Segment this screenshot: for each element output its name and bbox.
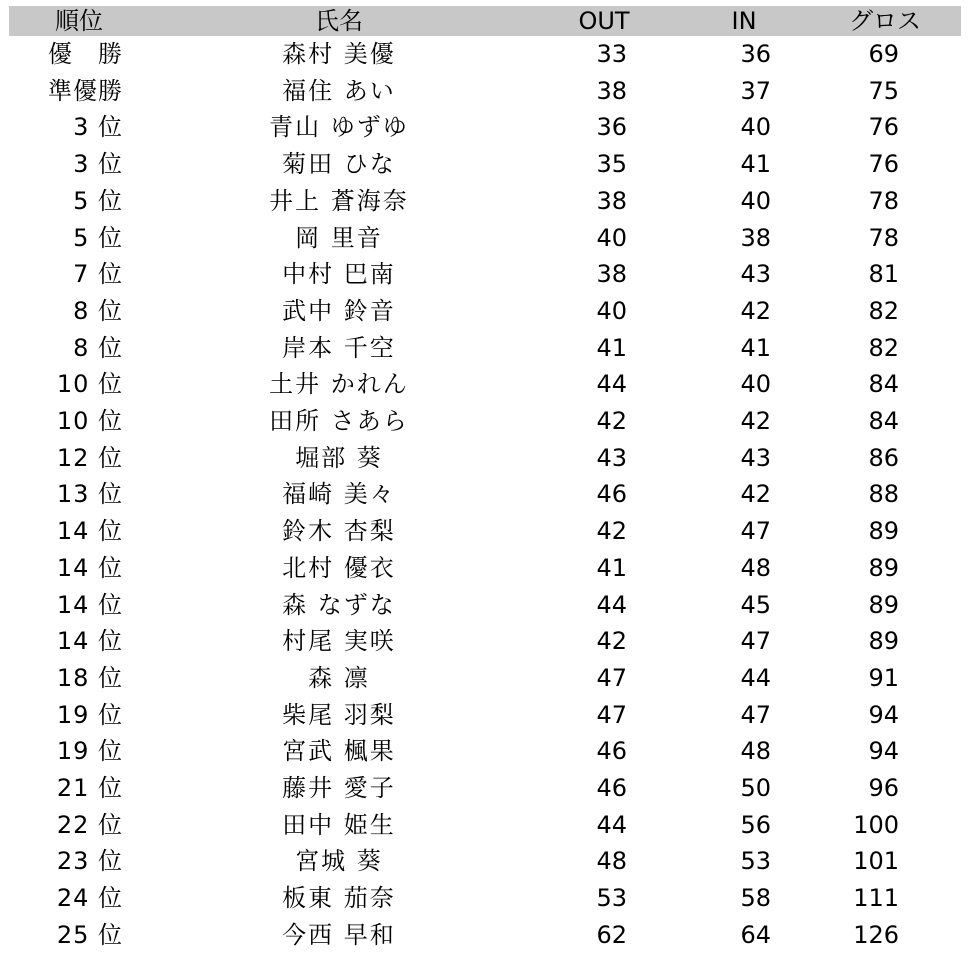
table-row xyxy=(9,880,961,917)
out-score-cell: 38 xyxy=(596,76,627,105)
out-score-cell: 40 xyxy=(596,223,627,252)
results-body xyxy=(9,36,961,954)
out-score-cell: 42 xyxy=(596,517,627,546)
rank-cell: 7 位 xyxy=(73,260,123,289)
gross-score-cell: 89 xyxy=(868,553,899,582)
player-name-cell: 森 凛 xyxy=(308,663,370,692)
out-score-cell: 41 xyxy=(596,333,627,362)
gross-score-cell: 82 xyxy=(868,296,899,325)
rank-cell: 8 位 xyxy=(73,296,123,325)
player-name-cell: 森村 美優 xyxy=(282,40,396,68)
in-score-cell: 40 xyxy=(740,186,771,215)
gross-score-cell: 88 xyxy=(868,480,899,509)
table-row xyxy=(9,220,961,257)
rank-cell: 14 位 xyxy=(56,627,123,656)
rank-cell: 22 位 xyxy=(56,810,123,839)
rank-cell: 14 位 xyxy=(56,553,123,582)
out-score-cell: 42 xyxy=(596,627,627,656)
rank-cell: 12 位 xyxy=(56,443,123,472)
gross-score-cell: 94 xyxy=(868,700,899,729)
player-name-cell: 森 なずな xyxy=(282,590,396,619)
rank-cell: 14 位 xyxy=(56,590,123,619)
header-in: IN xyxy=(731,7,757,35)
out-score-cell: 62 xyxy=(596,920,627,949)
player-name-cell: 鈴木 杏梨 xyxy=(282,517,396,546)
gross-score-cell: 84 xyxy=(868,370,899,399)
rank-cell: 19 位 xyxy=(56,737,123,766)
in-score-cell: 43 xyxy=(740,443,771,472)
out-score-cell: 46 xyxy=(596,737,627,766)
player-name-cell: 今西 早和 xyxy=(282,920,396,949)
rank-cell: 3 位 xyxy=(73,150,123,179)
gross-score-cell: 82 xyxy=(868,333,899,362)
out-score-cell: 35 xyxy=(596,150,627,179)
table-row xyxy=(9,917,961,954)
in-score-cell: 64 xyxy=(740,920,771,949)
player-name-cell: 柴尾 羽梨 xyxy=(282,700,396,729)
player-name-cell: 田中 姫生 xyxy=(282,810,396,839)
table-row xyxy=(9,623,961,660)
in-score-cell: 45 xyxy=(740,590,771,619)
rank-cell: 8 位 xyxy=(73,333,123,362)
out-score-cell: 46 xyxy=(596,774,627,803)
table-row xyxy=(9,843,961,880)
player-name-cell: 井上 蒼海奈 xyxy=(269,186,409,215)
rank-cell: 10 位 xyxy=(56,370,123,399)
player-name-cell: 福崎 美々 xyxy=(282,480,396,509)
in-score-cell: 40 xyxy=(740,113,771,142)
in-score-cell: 48 xyxy=(740,553,771,582)
in-score-cell: 47 xyxy=(740,517,771,546)
gross-score-cell: 89 xyxy=(868,517,899,546)
header-out: OUT xyxy=(578,7,630,35)
gross-score-cell: 89 xyxy=(868,590,899,619)
rank-cell: 19 位 xyxy=(56,700,123,729)
out-score-cell: 44 xyxy=(596,370,627,399)
in-score-cell: 42 xyxy=(740,296,771,325)
player-name-cell: 中村 巴南 xyxy=(282,260,396,289)
in-score-cell: 44 xyxy=(740,663,771,692)
table-row xyxy=(9,330,961,367)
rank-cell: 18 位 xyxy=(56,663,123,692)
rank-cell: 25 位 xyxy=(56,920,123,949)
in-score-cell: 50 xyxy=(740,774,771,803)
out-score-cell: 53 xyxy=(596,884,627,913)
in-score-cell: 40 xyxy=(740,370,771,399)
results-table xyxy=(9,6,961,954)
gross-score-cell: 94 xyxy=(868,737,899,766)
gross-score-cell: 78 xyxy=(868,223,899,252)
gross-score-cell: 96 xyxy=(868,774,899,803)
rank-cell: 21 位 xyxy=(56,774,123,803)
gross-score-cell: 76 xyxy=(868,150,899,179)
rank-cell: 14 位 xyxy=(56,517,123,546)
gross-score-cell: 100 xyxy=(853,810,899,839)
rank-cell: 10 位 xyxy=(56,407,123,436)
in-score-cell: 56 xyxy=(740,810,771,839)
gross-score-cell: 75 xyxy=(868,76,899,105)
rank-cell: 24 位 xyxy=(56,884,123,913)
rank-cell: 23 位 xyxy=(56,847,123,876)
gross-score-cell: 126 xyxy=(853,920,899,949)
player-name-cell: 板東 茄奈 xyxy=(282,884,396,913)
in-score-cell: 48 xyxy=(740,737,771,766)
out-score-cell: 38 xyxy=(596,186,627,215)
gross-score-cell: 84 xyxy=(868,407,899,436)
in-score-cell: 42 xyxy=(740,407,771,436)
out-score-cell: 47 xyxy=(596,663,627,692)
out-score-cell: 47 xyxy=(596,700,627,729)
table-row xyxy=(9,476,961,513)
table-row xyxy=(9,256,961,293)
gross-score-cell: 91 xyxy=(868,663,899,692)
player-name-cell: 宮武 楓果 xyxy=(282,737,396,766)
player-name-cell: 村尾 実咲 xyxy=(282,627,396,656)
out-score-cell: 46 xyxy=(596,480,627,509)
player-name-cell: 岡 里音 xyxy=(295,223,383,252)
table-row xyxy=(9,770,961,807)
player-name-cell: 武中 鈴音 xyxy=(282,296,396,325)
out-score-cell: 44 xyxy=(596,590,627,619)
table-row xyxy=(9,660,961,697)
rank-cell: 準優勝 xyxy=(48,76,123,105)
in-score-cell: 47 xyxy=(740,700,771,729)
out-score-cell: 43 xyxy=(596,443,627,472)
header-rank: 順位 xyxy=(55,7,103,35)
header-name: 氏名 xyxy=(315,7,363,35)
in-score-cell: 41 xyxy=(740,150,771,179)
table-row xyxy=(9,36,961,73)
table-row xyxy=(9,513,961,550)
out-score-cell: 38 xyxy=(596,260,627,289)
gross-score-cell: 111 xyxy=(853,884,899,913)
gross-score-cell: 69 xyxy=(868,40,899,68)
player-name-cell: 青山 ゆずゆ xyxy=(269,113,409,142)
gross-score-cell: 76 xyxy=(868,113,899,142)
header-gross: グロス xyxy=(849,7,921,35)
table-row xyxy=(9,73,961,110)
table-row xyxy=(9,807,961,844)
table-row xyxy=(9,697,961,734)
gross-score-cell: 86 xyxy=(868,443,899,472)
in-score-cell: 36 xyxy=(740,40,771,68)
table-row xyxy=(9,587,961,624)
table-row xyxy=(9,183,961,220)
gross-score-cell: 89 xyxy=(868,627,899,656)
in-score-cell: 53 xyxy=(740,847,771,876)
table-row xyxy=(9,146,961,183)
out-score-cell: 42 xyxy=(596,407,627,436)
in-score-cell: 38 xyxy=(740,223,771,252)
rank-cell: 5 位 xyxy=(73,223,123,252)
table-row xyxy=(9,440,961,477)
player-name-cell: 福住 あい xyxy=(282,76,396,105)
out-score-cell: 33 xyxy=(596,40,627,68)
gross-score-cell: 81 xyxy=(868,260,899,289)
in-score-cell: 47 xyxy=(740,627,771,656)
table-row xyxy=(9,403,961,440)
gross-score-cell: 78 xyxy=(868,186,899,215)
in-score-cell: 42 xyxy=(740,480,771,509)
table-row xyxy=(9,293,961,330)
gross-score-cell: 101 xyxy=(853,847,899,876)
in-score-cell: 41 xyxy=(740,333,771,362)
out-score-cell: 40 xyxy=(596,296,627,325)
table-row xyxy=(9,109,961,146)
player-name-cell: 藤井 愛子 xyxy=(282,774,396,803)
player-name-cell: 北村 優衣 xyxy=(282,553,396,582)
player-name-cell: 田所 さあら xyxy=(269,407,409,436)
player-name-cell: 岸本 千空 xyxy=(282,333,396,362)
header-row xyxy=(9,6,961,36)
rank-cell: 3 位 xyxy=(73,113,123,142)
player-name-cell: 土井 かれん xyxy=(269,370,409,399)
rank-cell: 優 勝 xyxy=(48,40,123,68)
rank-cell: 13 位 xyxy=(56,480,123,509)
out-score-cell: 36 xyxy=(596,113,627,142)
out-score-cell: 41 xyxy=(596,553,627,582)
table-row xyxy=(9,733,961,770)
player-name-cell: 堀部 葵 xyxy=(295,443,383,472)
out-score-cell: 44 xyxy=(596,810,627,839)
out-score-cell: 48 xyxy=(596,847,627,876)
table-row xyxy=(9,366,961,403)
in-score-cell: 37 xyxy=(740,76,771,105)
table-row xyxy=(9,550,961,587)
player-name-cell: 宮城 葵 xyxy=(295,847,383,876)
in-score-cell: 58 xyxy=(740,884,771,913)
in-score-cell: 43 xyxy=(740,260,771,289)
rank-cell: 5 位 xyxy=(73,186,123,215)
player-name-cell: 菊田 ひな xyxy=(282,150,396,179)
